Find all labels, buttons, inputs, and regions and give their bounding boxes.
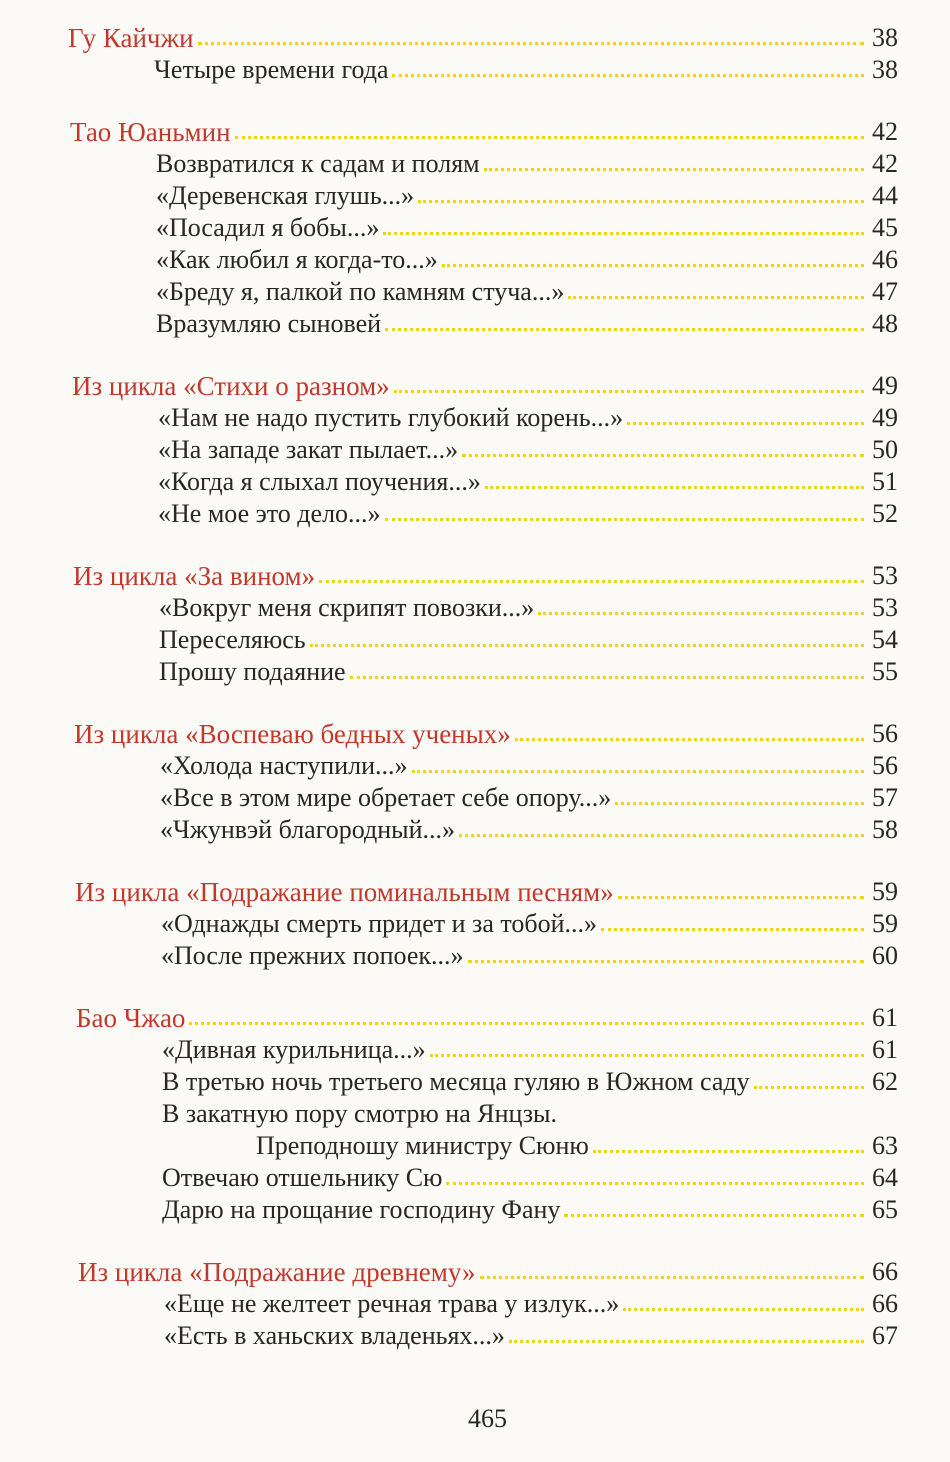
leader-dots xyxy=(515,738,864,741)
section-title: Из цикла «Подражание поминальным песням» xyxy=(75,877,614,907)
toc-entry[interactable] xyxy=(73,656,898,688)
toc-entry[interactable] xyxy=(68,54,898,86)
entry-title: Четыре времени года xyxy=(154,55,389,84)
section-page: 53 xyxy=(872,561,898,590)
section-page: 42 xyxy=(872,117,898,146)
entry-title: «Дивная курильница...» xyxy=(162,1035,426,1064)
leader-dots xyxy=(623,1308,864,1311)
toc-section xyxy=(72,370,898,530)
section-page: 61 xyxy=(872,1003,898,1032)
toc-entry[interactable] xyxy=(70,244,898,276)
leader-dots xyxy=(601,928,864,931)
toc-entry[interactable] xyxy=(74,750,898,782)
entry-title: «Посадил я бобы...» xyxy=(156,213,380,242)
entry-title: Прошу подаяние xyxy=(159,657,346,686)
entry-page: 47 xyxy=(872,277,898,306)
leader-dots xyxy=(442,264,864,267)
page-number: 465 xyxy=(468,1404,507,1433)
leader-dots xyxy=(446,1182,864,1185)
entry-title: «Когда я слыхал поучения...» xyxy=(158,467,481,496)
entry-title: «После прежних попоек...» xyxy=(161,941,464,970)
leader-dots xyxy=(618,896,864,899)
leader-dots xyxy=(198,42,864,45)
section-page: 56 xyxy=(872,719,898,748)
entry-page: 38 xyxy=(872,55,898,84)
toc-entry[interactable] xyxy=(70,276,898,308)
toc-entry[interactable] xyxy=(72,402,898,434)
leader-dots xyxy=(485,486,864,489)
entry-page: 65 xyxy=(872,1195,898,1224)
leader-dots xyxy=(383,232,864,235)
leader-dots xyxy=(568,296,864,299)
section-title: Из цикла «Воспеваю бедных ученых» xyxy=(74,719,511,749)
entry-title: В третью ночь третьего месяца гуляю в Южном саду xyxy=(162,1067,750,1096)
toc-section xyxy=(75,876,898,972)
entry-page: 59 xyxy=(872,909,898,938)
toc-section xyxy=(73,560,898,688)
toc-entry[interactable] xyxy=(76,1162,898,1194)
entry-title: «Деревенская глушь...» xyxy=(156,181,415,210)
leader-dots xyxy=(385,328,864,331)
toc-entry[interactable] xyxy=(74,782,898,814)
leader-dots xyxy=(627,422,864,425)
leader-dots xyxy=(394,390,864,393)
leader-dots xyxy=(385,518,864,521)
toc-entry[interactable] xyxy=(73,624,898,656)
entry-page: 54 xyxy=(872,625,898,654)
section-title: Тао Юаньмин xyxy=(70,117,231,147)
entry-page: 49 xyxy=(872,403,898,432)
toc-entry[interactable] xyxy=(70,148,898,180)
toc-entry[interactable] xyxy=(70,212,898,244)
entry-page: 53 xyxy=(872,593,898,622)
entry-page: 46 xyxy=(872,245,898,274)
entry-title: «Бреду я, палкой по камням стуча...» xyxy=(156,277,565,306)
toc-entry[interactable] xyxy=(78,1320,898,1352)
leader-dots xyxy=(509,1340,864,1343)
toc-section xyxy=(70,116,898,340)
toc-section-heading[interactable] xyxy=(70,116,898,148)
section-title: Из цикла «Подражание древнему» xyxy=(78,1257,476,1287)
leader-dots xyxy=(538,612,864,615)
toc-entry[interactable] xyxy=(72,498,898,530)
entry-title: «Вокруг меня скрипят повозки...» xyxy=(159,593,535,622)
section-page: 66 xyxy=(872,1257,898,1286)
toc-entry[interactable] xyxy=(76,1130,898,1162)
toc-section xyxy=(74,718,898,846)
leader-dots xyxy=(310,644,864,647)
entry-title: Вразумляю сыновей xyxy=(156,309,382,338)
entry-title: В закатную пору смотрю на Янцзы. xyxy=(162,1099,557,1128)
leader-dots xyxy=(392,74,864,77)
entry-title: «Не мое это дело...» xyxy=(158,499,381,528)
entry-page: 66 xyxy=(872,1289,898,1318)
entry-page: 60 xyxy=(872,941,898,970)
leader-dots xyxy=(480,1276,864,1279)
entry-page: 63 xyxy=(872,1131,898,1160)
entry-title: Преподношу министру Сюню xyxy=(256,1131,589,1160)
leader-dots xyxy=(593,1150,864,1153)
entry-title: Переселяюсь xyxy=(159,625,306,654)
toc-section xyxy=(68,22,898,86)
toc-section-heading[interactable] xyxy=(73,560,898,592)
toc-entry[interactable] xyxy=(70,180,898,212)
leader-dots xyxy=(484,168,864,171)
leader-dots xyxy=(459,834,864,837)
entry-title: «Холода наступили...» xyxy=(160,751,408,780)
leader-dots xyxy=(412,770,864,773)
leader-dots xyxy=(468,960,864,963)
toc-section-heading[interactable] xyxy=(76,1002,898,1034)
leader-dots xyxy=(319,580,864,583)
toc-section-heading[interactable] xyxy=(75,876,898,908)
entry-title: Возвратился к садам и полям xyxy=(156,149,480,178)
toc-section-heading[interactable] xyxy=(74,718,898,750)
entry-page: 45 xyxy=(872,213,898,242)
entry-page: 55 xyxy=(872,657,898,686)
leader-dots xyxy=(189,1022,864,1025)
entry-title: «Еще не желтеет речная трава у излук...» xyxy=(164,1289,620,1318)
leader-dots xyxy=(235,136,864,139)
entry-title: «Чжунвэй благородный...» xyxy=(160,815,456,844)
section-title: Из цикла «За вином» xyxy=(73,561,316,591)
toc-entry[interactable] xyxy=(76,1098,898,1130)
toc-entry[interactable] xyxy=(70,308,898,340)
entry-title: «Все в этом мире обретает себе опору...» xyxy=(160,783,612,812)
toc-entry[interactable] xyxy=(75,908,898,940)
entry-page: 62 xyxy=(872,1067,898,1096)
entry-page: 58 xyxy=(872,815,898,844)
entry-title: Отвечаю отшельнику Сю xyxy=(162,1163,443,1192)
table-of-contents xyxy=(68,22,898,1382)
toc-section xyxy=(78,1256,898,1352)
section-page: 49 xyxy=(872,371,898,400)
section-page: 59 xyxy=(872,877,898,906)
toc-entry[interactable] xyxy=(76,1066,898,1098)
toc-entry[interactable] xyxy=(76,1034,898,1066)
section-title: Гу Кайчжи xyxy=(68,23,194,53)
leader-dots xyxy=(564,1214,864,1217)
leader-dots xyxy=(615,802,864,805)
entry-title: «Как любил я когда-то...» xyxy=(156,245,438,274)
toc-entry[interactable] xyxy=(72,434,898,466)
entry-page: 42 xyxy=(872,149,898,178)
toc-entry[interactable] xyxy=(78,1288,898,1320)
toc-section-heading[interactable] xyxy=(72,370,898,402)
section-title: Из цикла «Стихи о разном» xyxy=(72,371,390,401)
entry-page: 51 xyxy=(872,467,898,496)
entry-page: 52 xyxy=(872,499,898,528)
entry-page: 50 xyxy=(872,435,898,464)
toc-section-heading[interactable] xyxy=(68,22,898,54)
entry-page: 57 xyxy=(872,783,898,812)
entry-page: 48 xyxy=(872,309,898,338)
toc-entry[interactable] xyxy=(75,940,898,972)
leader-dots xyxy=(462,454,864,457)
leader-dots xyxy=(754,1086,864,1089)
entry-page: 61 xyxy=(872,1035,898,1064)
toc-entry[interactable] xyxy=(74,814,898,846)
entry-page: 67 xyxy=(872,1321,898,1350)
entry-title: «Нам не надо пустить глубокий корень...» xyxy=(158,403,624,432)
leader-dots xyxy=(430,1054,864,1057)
entry-page: 64 xyxy=(872,1163,898,1192)
entry-page: 44 xyxy=(872,181,898,210)
section-page: 38 xyxy=(872,23,898,52)
leader-dots xyxy=(350,676,864,679)
entry-title: Дарю на прощание господину Фану xyxy=(162,1195,561,1224)
toc-section-heading[interactable] xyxy=(78,1256,898,1288)
leader-dots xyxy=(418,200,864,203)
section-title: Бао Чжао xyxy=(76,1003,186,1033)
entry-title: «Есть в ханьских владеньях...» xyxy=(164,1321,505,1350)
entry-page: 56 xyxy=(872,751,898,780)
toc-entry[interactable] xyxy=(73,592,898,624)
toc-section xyxy=(76,1002,898,1226)
entry-title: «На западе закат пылает...» xyxy=(158,435,459,464)
toc-entry[interactable] xyxy=(72,466,898,498)
entry-title: «Однажды смерть придет и за тобой...» xyxy=(161,909,598,938)
toc-entry[interactable] xyxy=(76,1194,898,1226)
